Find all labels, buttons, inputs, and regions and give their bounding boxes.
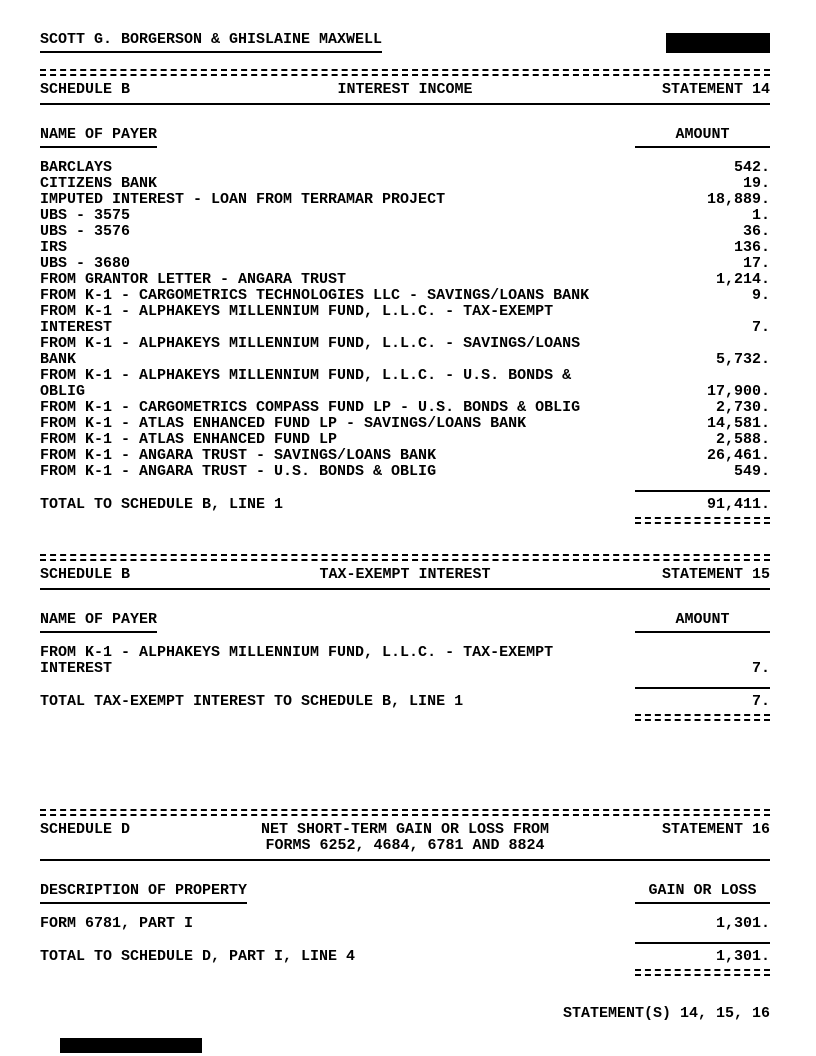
amount-column-header: AMOUNT bbox=[635, 612, 770, 633]
statement-16-section bbox=[40, 809, 770, 976]
payer-cell: UBS - 3575 bbox=[40, 207, 131, 224]
total-double-rule bbox=[635, 517, 770, 524]
total-double-rule bbox=[635, 969, 770, 976]
total-row bbox=[40, 949, 770, 965]
table-row bbox=[40, 416, 770, 432]
table-row bbox=[40, 916, 770, 932]
total-label: TOTAL TAX-EXEMPT INTEREST TO SCHEDULE B, LINE 1 bbox=[40, 693, 464, 710]
section-separator bbox=[40, 69, 770, 76]
sum-rule bbox=[635, 942, 770, 944]
statement-title-line1: NET SHORT-TERM GAIN OR LOSS FROM bbox=[260, 821, 550, 838]
payer-cell: FROM K-1 - ALPHAKEYS MILLENNIUM FUND, L.L.C. - U.S. BONDS & OBLIG bbox=[40, 367, 572, 400]
total-label: TOTAL TO SCHEDULE D, PART I, LINE 4 bbox=[40, 948, 356, 965]
amount-cell: 7. bbox=[751, 319, 770, 336]
table-row bbox=[40, 256, 770, 272]
payer-cell: BARCLAYS bbox=[40, 159, 113, 176]
statement-title-line2: FORMS 6252, 4684, 6781 AND 8824 bbox=[265, 837, 545, 854]
amount-cell: 18,889. bbox=[706, 191, 770, 208]
description-column-header: DESCRIPTION OF PROPERTY bbox=[40, 883, 247, 904]
schedule-label: SCHEDULE B bbox=[40, 566, 131, 583]
table-row bbox=[40, 272, 770, 288]
gain-loss-column-header: GAIN OR LOSS bbox=[635, 883, 770, 904]
payer-cell: FROM GRANTOR LETTER - ANGARA TRUST bbox=[40, 271, 347, 288]
statement-15-header bbox=[40, 561, 770, 590]
schedule-label: SCHEDULE B bbox=[40, 81, 131, 98]
sum-rule bbox=[635, 687, 770, 689]
payer-cell: FROM K-1 - ALPHAKEYS MILLENNIUM FUND, L.L.C. - TAX-EXEMPT INTEREST bbox=[40, 303, 554, 336]
total-amount: 91,411. bbox=[706, 496, 770, 513]
section-separator bbox=[40, 809, 770, 816]
payer-cell: FROM K-1 - CARGOMETRICS TECHNOLOGIES LLC - SAVINGS/LOANS BANK bbox=[40, 287, 590, 304]
statement-number: STATEMENT 15 bbox=[661, 566, 770, 583]
amount-cell: 2,588. bbox=[715, 431, 770, 448]
payer-cell: FROM K-1 - ANGARA TRUST - SAVINGS/LOANS BANK bbox=[40, 447, 437, 464]
section-separator bbox=[40, 554, 770, 561]
amount-cell: 1,301. bbox=[715, 915, 770, 932]
table-row bbox=[40, 240, 770, 256]
amount-cell: 26,461. bbox=[706, 447, 770, 464]
table-row bbox=[40, 224, 770, 240]
redaction-box-bottom bbox=[60, 1038, 202, 1053]
amount-cell: 1,214. bbox=[715, 271, 770, 288]
column-headers bbox=[40, 612, 770, 633]
table-row bbox=[40, 176, 770, 192]
payer-cell: FROM K-1 - ANGARA TRUST - U.S. BONDS & OBLIG bbox=[40, 463, 437, 480]
amount-column-header: AMOUNT bbox=[635, 127, 770, 148]
taxpayer-name: SCOTT G. BORGERSON & GHISLAINE MAXWELL bbox=[40, 32, 382, 53]
payer-cell: FORM 6781, PART I bbox=[40, 915, 194, 932]
table-row bbox=[40, 368, 770, 400]
statement-15-section bbox=[40, 554, 770, 721]
amount-cell: 5,732. bbox=[715, 351, 770, 368]
table-row bbox=[40, 192, 770, 208]
statement-title bbox=[261, 822, 549, 854]
payer-cell: UBS - 3576 bbox=[40, 223, 131, 240]
payer-rows bbox=[40, 645, 770, 677]
amount-cell: 1. bbox=[751, 207, 770, 224]
payer-cell: FROM K-1 - ATLAS ENHANCED FUND LP bbox=[40, 431, 338, 448]
payer-cell: FROM K-1 - ALPHAKEYS MILLENNIUM FUND, L.L.C. - SAVINGS/LOANS BANK bbox=[40, 335, 581, 368]
table-row bbox=[40, 448, 770, 464]
table-row bbox=[40, 304, 770, 336]
payer-column-header: NAME OF PAYER bbox=[40, 127, 157, 148]
amount-cell: 9. bbox=[751, 287, 770, 304]
amount-cell: 136. bbox=[733, 239, 770, 256]
amount-cell: 7. bbox=[751, 660, 770, 677]
payer-cell: FROM K-1 - ATLAS ENHANCED FUND LP - SAVINGS/LOANS BANK bbox=[40, 415, 527, 432]
table-row bbox=[40, 464, 770, 480]
column-headers bbox=[40, 883, 770, 904]
statement-title: INTEREST INCOME bbox=[337, 81, 473, 98]
payer-cell: UBS - 3680 bbox=[40, 255, 131, 272]
statement-number: STATEMENT 14 bbox=[661, 81, 770, 98]
payer-cell: FROM K-1 - ALPHAKEYS MILLENNIUM FUND, L.L.C. - TAX-EXEMPT INTEREST bbox=[40, 644, 554, 677]
total-amount: 7. bbox=[751, 693, 770, 710]
amount-cell: 14,581. bbox=[706, 415, 770, 432]
table-row bbox=[40, 336, 770, 368]
total-row bbox=[40, 497, 770, 513]
page-header bbox=[40, 32, 770, 53]
amount-cell: 2,730. bbox=[715, 399, 770, 416]
table-row bbox=[40, 400, 770, 416]
redaction-box-top bbox=[666, 33, 770, 53]
payer-column-header: NAME OF PAYER bbox=[40, 612, 157, 633]
sum-rule bbox=[635, 490, 770, 492]
total-amount: 1,301. bbox=[715, 948, 770, 965]
amount-cell: 17,900. bbox=[706, 383, 770, 400]
table-row bbox=[40, 645, 770, 677]
column-headers bbox=[40, 127, 770, 148]
payer-cell: IRS bbox=[40, 239, 68, 256]
schedule-label: SCHEDULE D bbox=[40, 821, 131, 838]
payer-cell: IMPUTED INTEREST - LOAN FROM TERRAMAR PROJECT bbox=[40, 191, 446, 208]
payer-cell: CITIZENS BANK bbox=[40, 175, 158, 192]
total-row bbox=[40, 694, 770, 710]
amount-cell: 17. bbox=[742, 255, 770, 272]
amount-cell: 19. bbox=[742, 175, 770, 192]
payer-rows bbox=[40, 916, 770, 932]
footer-statement-list: STATEMENT(S) 14, 15, 16 bbox=[562, 1005, 770, 1022]
total-label: TOTAL TO SCHEDULE B, LINE 1 bbox=[40, 496, 284, 513]
payer-rows bbox=[40, 160, 770, 480]
table-row bbox=[40, 432, 770, 448]
amount-cell: 542. bbox=[733, 159, 770, 176]
table-row bbox=[40, 288, 770, 304]
total-double-rule bbox=[635, 714, 770, 721]
table-row bbox=[40, 160, 770, 176]
amount-cell: 549. bbox=[733, 463, 770, 480]
payer-cell: FROM K-1 - CARGOMETRICS COMPASS FUND LP - U.S. BONDS & OBLIG bbox=[40, 399, 581, 416]
statement-16-header bbox=[40, 816, 770, 861]
statement-14-header bbox=[40, 76, 770, 105]
statement-title: TAX-EXEMPT INTEREST bbox=[319, 566, 491, 583]
statement-14-section bbox=[40, 69, 770, 524]
table-row bbox=[40, 208, 770, 224]
statement-number: STATEMENT 16 bbox=[661, 821, 770, 838]
amount-cell: 36. bbox=[742, 223, 770, 240]
